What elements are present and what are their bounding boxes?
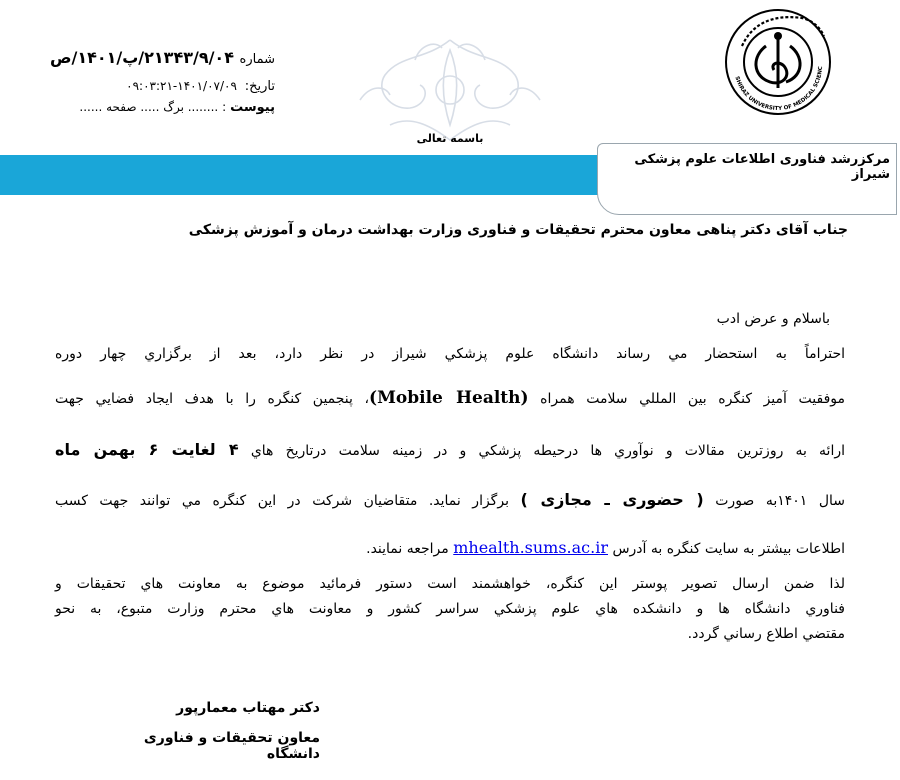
body-paragraph-1-line-2 bbox=[55, 388, 845, 408]
congress-mode: ( حضوری ـ مجازی ) bbox=[520, 490, 704, 509]
body-paragraph-1-line-4 bbox=[55, 490, 845, 509]
header-band bbox=[0, 155, 635, 195]
congress-website-link[interactable]: mhealth.sums.ac.ir bbox=[453, 538, 608, 557]
congress-dates: ۴ لغایت ۶ بهمن ماه bbox=[55, 440, 239, 459]
logo-caption: SHIRAZ UNIVERSITY OF MEDICAL SCIENC bbox=[733, 66, 825, 113]
center-name: مرکزرشد فناوری اطلاعات علوم پزشکی شیراز bbox=[634, 152, 890, 182]
letter-number-label: شماره bbox=[239, 52, 275, 67]
letter-meta bbox=[35, 48, 275, 115]
recipient-line: جناب آقای دکتر پناهی معاون محترم تحقیقات و فناوری وزارت بهداشت درمان و آموزش پزشکی bbox=[188, 222, 848, 238]
letter-date-label: تاریخ: bbox=[244, 79, 275, 94]
signatory-title: معاون تحقیقات و فناوری دانشگاه bbox=[143, 730, 320, 762]
letter-attachment bbox=[35, 100, 275, 115]
body-paragraph-1-line-3 bbox=[55, 440, 845, 459]
letter-date-value: ۱۴۰۱/۰۷/۰۹-۰۹:۰۳:۲۱ bbox=[126, 79, 237, 93]
letter-number bbox=[35, 48, 275, 67]
letter-attachment-label: پیوست bbox=[230, 100, 275, 115]
signature-block bbox=[140, 700, 320, 776]
header-band-bar bbox=[0, 155, 620, 195]
letter-date bbox=[35, 79, 275, 94]
basmala: باسمه تعالی bbox=[416, 132, 484, 145]
body-text-segment: مراجعه نمايند. bbox=[366, 541, 449, 557]
body-text-segment: اطلاعات بيشتر به سايت كنگره به آدرس bbox=[612, 541, 845, 557]
body-paragraph-1-line-1: احتراماً به استحضار مي رساند دانشگاه علوم پزشكي شيراز در نظر دارد، بعد از برگزاري چهار دوره bbox=[55, 346, 845, 362]
university-logo bbox=[722, 6, 834, 118]
body-text-segment: موفقيت آميز كنگره بين المللي سلامت همراه bbox=[540, 391, 845, 407]
signatory-name: دکتر مهتاب معمارپور bbox=[176, 700, 320, 716]
body-text-segment: سال ۱۴۰۱به صورت bbox=[715, 493, 846, 509]
letter-number-value: ۲۱۳۴۳/۹/۰۴/پ/۱۴۰۱/ص bbox=[49, 48, 234, 67]
body-paragraph-2-line-1: لذا ضمن ارسال تصوير پوستر اين كنگره، خواهشمند است دستور فرمائيد موضوع به معاونت هاي تحقيقات و bbox=[55, 576, 845, 592]
body-text-segment: برگزار نمايد. متقاضيان شركت در اين كنگره مي توانند جهت كسب bbox=[55, 493, 509, 509]
letter-attachment-value: : ........ برگ ..... صفحه ...... bbox=[79, 100, 227, 114]
body-paragraph-1-line-5 bbox=[55, 538, 845, 557]
congress-name-latin: (Mobile Health) bbox=[369, 388, 529, 408]
body-paragraph-2-line-2: فناوري دانشگاه ها و دانشكده هاي علوم پزشكي سراسر كشور و معاونت هاي محترم وزارت متبوع، به نحو bbox=[55, 601, 845, 617]
body-text-segment: ، پنجمين كنگره را با هدف ايجاد فضايي جهت bbox=[55, 391, 370, 407]
body-paragraph-2-line-3: مقتضي اطلاع رساني گردد. bbox=[687, 626, 845, 642]
body-text-segment: ارائه به روزترين مقالات و نوآوري ها درحيطه پزشكي و در زمينه سلامت درتاريخ هاي bbox=[250, 443, 845, 459]
greeting: باسلام و عرض ادب bbox=[716, 311, 830, 327]
